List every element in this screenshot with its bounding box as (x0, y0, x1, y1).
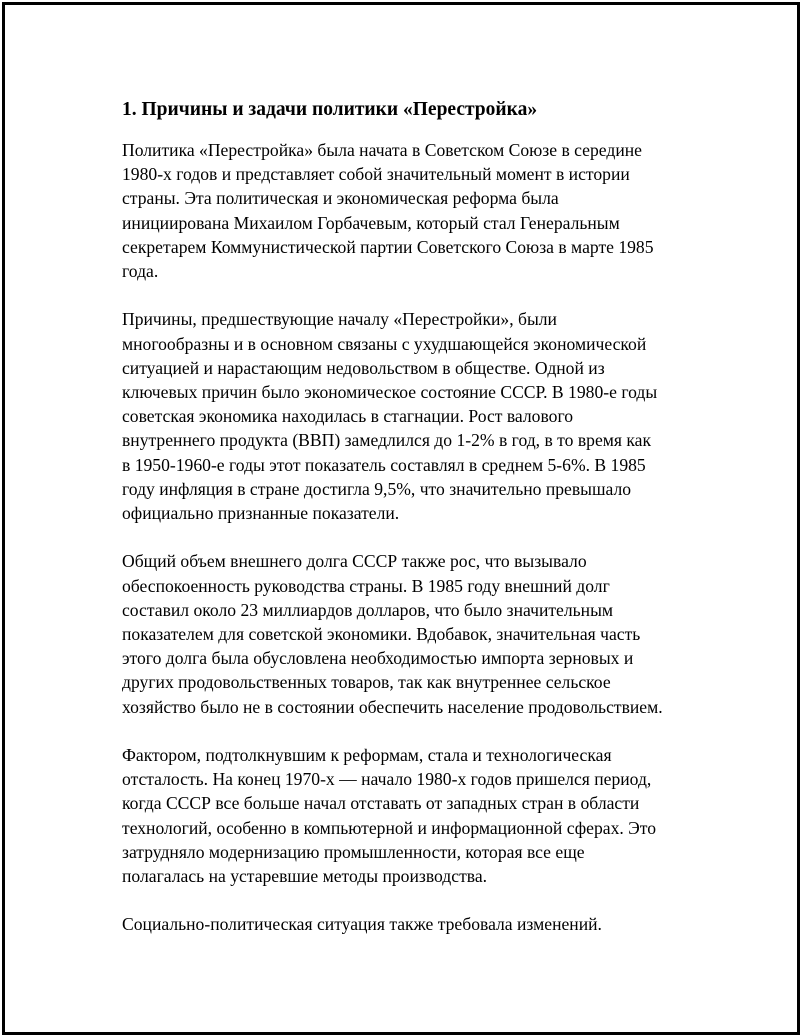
text-line: этого долга была обусловлена необходимостью импорта зерновых и (122, 648, 634, 669)
text-line: других продовольственных товаров, так как внутреннее сельское (122, 672, 611, 693)
text-line: Причины, предшествующие началу «Перестройки», были (122, 309, 557, 330)
text-line: ситуацией и нарастающим недовольством в обществе. Одной из (122, 357, 605, 378)
text-line: составил около 23 миллиардов долларов, что было значительным (122, 599, 614, 620)
text-line: показателем для советской экономики. Вдобавок, значительная часть (122, 624, 641, 645)
document-body (122, 98, 702, 961)
paragraph-5 (122, 912, 702, 936)
text-line: хозяйство было не в состоянии обеспечить население продовольствием. (122, 696, 663, 717)
paragraph-1 (122, 138, 702, 283)
text-line: технологий, особенно в компьютерной и информационной сферах. Это (122, 817, 657, 838)
text-line: внутреннего продукта (ВВП) замедлился до 1-2% в год, в то время как (122, 430, 652, 451)
text-line: страны. Эта политическая и экономическая реформа была (122, 188, 559, 209)
paragraph-3 (122, 549, 702, 718)
text-line: когда СССР все больше начал отставать от западных стран в области (122, 793, 640, 814)
text-line: году инфляция в стране достигла 9,5%, что значительно превышало (122, 478, 632, 499)
text-line: многообразны и в основном связаны с ухудшающейся экономической (122, 333, 647, 354)
text-line: секретарем Коммунистической партии Советского Союза в марте 1985 (122, 236, 654, 257)
text-line: Фактором, подтолкнувшим к реформам, стала и технологическая (122, 745, 612, 766)
paragraph-2 (122, 307, 702, 525)
text-line: официально признанные показатели. (122, 503, 400, 524)
section-heading: 1. Причины и задачи политики «Перестройка» (122, 99, 538, 120)
text-line: года. (122, 261, 159, 282)
text-line: инициирована Михаилом Горбачевым, который стал Генеральным (122, 212, 620, 233)
text-line: ключевых причин было экономическое состояние СССР. В 1980-е годы (122, 382, 658, 403)
text-line: Социально-политическая ситуация также требовала изменений. (122, 914, 602, 935)
text-line: 1980-х годов и представляет собой значительный момент в истории (122, 164, 630, 185)
text-line: Общий объем внешнего долга СССР также рос, что вызывало (122, 551, 587, 572)
paragraph-4 (122, 743, 702, 888)
text-line: отсталость. На конец 1970-х — начало 1980-х годов пришелся период, (122, 769, 652, 790)
text-line: полагалась на устаревшие методы производства. (122, 866, 488, 887)
text-line: Политика «Перестройка» была начата в Советском Союзе в середине (122, 140, 642, 160)
text-line: советская экономика находилась в стагнации. Рост валового (122, 406, 574, 427)
text-line: обеспокоенность руководства страны. В 1985 году внешний долг (122, 575, 610, 596)
text-line: в 1950-1960-е годы этот показатель составлял в среднем 5-6%. В 1985 (122, 454, 646, 475)
text-line: затрудняло модернизацию промышленности, которая все еще (122, 841, 585, 862)
page-frame (2, 2, 800, 1035)
